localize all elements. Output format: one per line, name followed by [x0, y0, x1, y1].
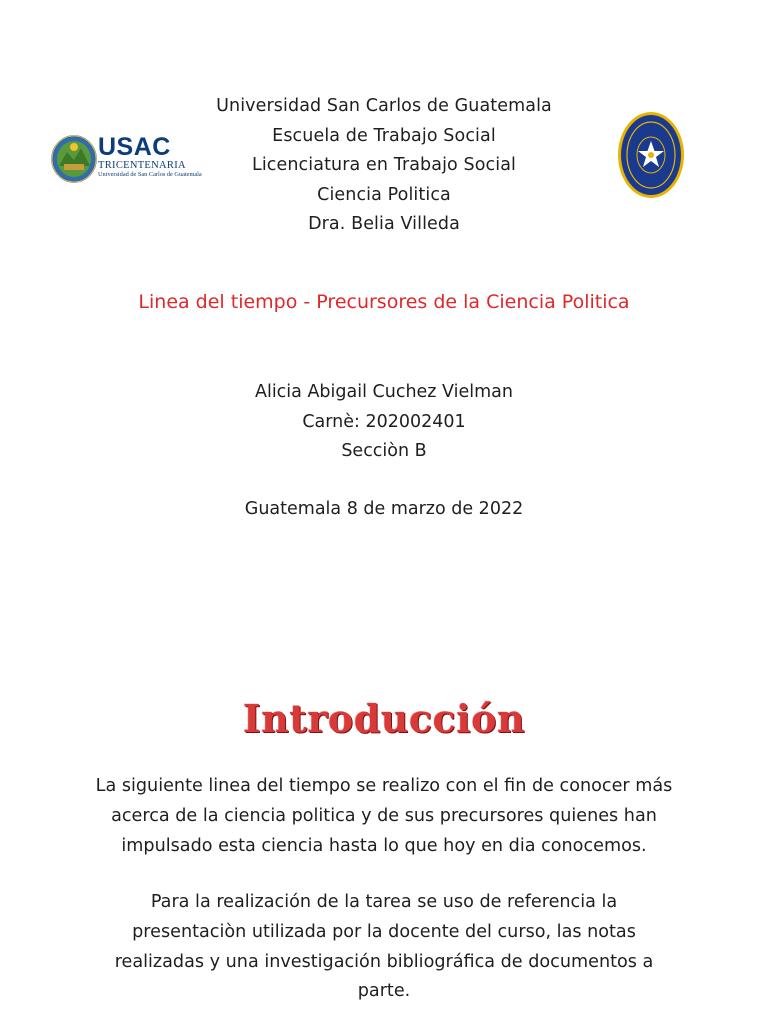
paragraph-line: impulsado esta ciencia hasta lo que hoy en dia conocemos.	[121, 835, 647, 856]
header-block	[0, 92, 768, 240]
paragraph-line: presentaciòn utilizada por la docente del curso, las notas	[132, 921, 636, 942]
university-name: Universidad San Carlos de Guatemala	[216, 96, 552, 116]
student-info	[0, 378, 768, 467]
intro-paragraph-1	[74, 772, 694, 861]
teacher-name: Dra. Belia Villeda	[308, 214, 460, 235]
student-section: Secciòn B	[341, 441, 427, 462]
intro-heading: Introducción	[242, 696, 526, 741]
paragraph-line: acerca de la ciencia politica y de sus precursores quienes han	[111, 805, 657, 826]
school-name: Escuela de Trabajo Social	[272, 125, 496, 146]
paragraph-line: realizadas y una investigación bibliográfica de documentos a	[114, 951, 654, 972]
usac-subtitle: TRICENTENARIA	[98, 160, 186, 171]
degree-name: Licenciatura en Trabajo Social	[251, 155, 517, 176]
document-title: Linea del tiempo - Precursores de la Ciencia Politica	[138, 291, 630, 313]
usac-name: USAC	[98, 133, 171, 161]
usac-caption: Universidad de San Carlos de Guatemala	[98, 171, 202, 178]
document-date: Guatemala 8 de marzo de 2022	[244, 499, 524, 519]
student-name: Alicia Abigail Cuchez Vielman	[254, 382, 513, 402]
course-name: Ciencia Politica	[317, 184, 451, 205]
paragraph-line: parte.	[357, 981, 411, 1002]
intro-paragraph-2	[74, 888, 694, 1007]
student-carne: Carnè: 202002401	[302, 411, 466, 432]
paragraph-line: Para la realización de la tarea se uso de referencia la	[150, 892, 618, 912]
paragraph-line: La siguiente linea del tiempo se realizo con el fin de conocer más	[95, 776, 673, 796]
